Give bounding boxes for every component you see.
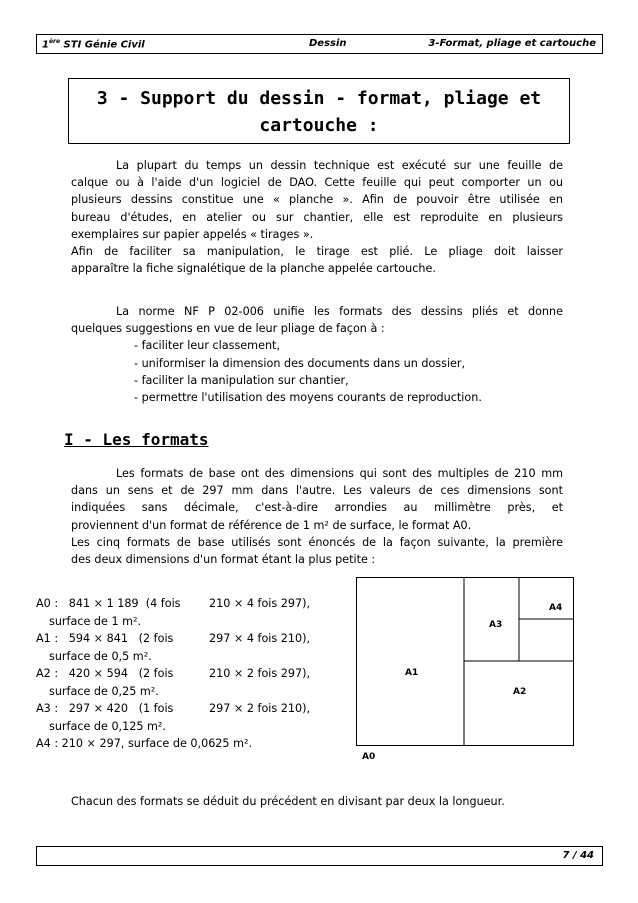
format-a3: A3 : 297 × 420 (1 fois 297 × 2 fois 210), [36, 702, 311, 715]
label-a1: A1 [405, 668, 419, 678]
label-a3: A3 [489, 620, 503, 630]
formats-diagram [356, 577, 574, 762]
chapter-title [68, 78, 570, 144]
title-line-2: cartouche : [259, 115, 379, 136]
header-chapter: 3-Format, pliage et cartouche [428, 38, 596, 49]
formats-list: A0 : 841 × 1 189 (4 fois 210 × 4 fois 297), surface de 1 m². A1 : 594 × 841 (2 fois 297 × 4 fois 210), surface de 0,5 m². A2 : 420 × 594 (2 fois 210 × 2 fois 297), surface de 0,25 m². A3 : 297 × 420 (1 fois 297 × 2 fois 210), surface de 0,125 m². A4 : 210 × 297, surface de 0,0625 m². [36, 595, 310, 753]
format-a1: A1 : 594 × 841 (2 fois 297 × 4 fois 210), [36, 632, 311, 645]
page-number: 7 / 44 [562, 850, 594, 861]
formats-diagram-lines [356, 577, 574, 746]
title-line-1: 3 - Support du dessin - format, pliage et [96, 88, 542, 109]
section-heading-formats: I - Les formats [64, 430, 209, 449]
label-a4: A4 [549, 603, 563, 613]
page-footer [36, 846, 603, 866]
formats-paragraph: Les formats de base ont des dimensions qui sont des multiples de 210 mm dans un sens et de 297 mm dans l'autre. Les valeurs de ces dimensions sont indiquées sans décimale, c'est-à-dire arrondies au millimètre près, et proviennent d'un format de référence de 1 m² de surface, le format A0. Les cinq formats de base utilisés sont énoncés de la façon suivante, la première des deux dimensions d'un format étant la plus petite : [71, 467, 563, 567]
format-a4: A4 : 210 × 297, surface de 0,0625 m². [36, 737, 253, 750]
header-subject: Dessin [309, 38, 347, 49]
list-item: - faciliter la manipulation sur chantier, [134, 373, 349, 387]
norme-paragraph: La norme NF P 02-006 unifie les formats des dessins pliés et donne quelques suggestions en vue de leur pliage de façon à : - faciliter leur classement, - uniformiser la dimension des documents dans un dossier, - faciliter la manipulation sur chantier, - permettre l'utilisation des moyens courants de reproduction. [71, 303, 563, 406]
header-class: 1ère STI Génie Civil [42, 38, 145, 51]
format-a0: A0 : 841 × 1 189 (4 fois 210 × 4 fois 297), [36, 597, 311, 610]
list-item: - faciliter leur classement, [134, 339, 280, 353]
format-a2: A2 : 420 × 594 (2 fois 210 × 2 fois 297), [36, 667, 311, 680]
list-item: - uniformiser la dimension des documents dans un dossier, [134, 356, 466, 370]
page-header [36, 34, 603, 54]
list-item: - permettre l'utilisation des moyens courants de reproduction. [134, 391, 482, 405]
conclusion-text: Chacun des formats se déduit du précédent en divisant par deux la longueur. [71, 795, 505, 808]
label-a0: A0 [362, 752, 376, 762]
label-a2: A2 [513, 687, 527, 697]
intro-paragraph: La plupart du temps un dessin technique est exécuté sur une feuille de calque ou à l'aide d'un logiciel de DAO. Cette feuille qui peut comporter un ou plusieurs dessins constitue une « planche ». Afin de pouvoir être utilisée en bureau d'études, en atelier ou sur chantier, elle est reproduite en plusieurs exemplaires sur papier appelés « tirages ». Afin de faciliter sa manipulation, le tirage est plié. Le pliage doit laisser apparaître la fiche signalétique de la planche appelée cartouche. [71, 159, 563, 276]
